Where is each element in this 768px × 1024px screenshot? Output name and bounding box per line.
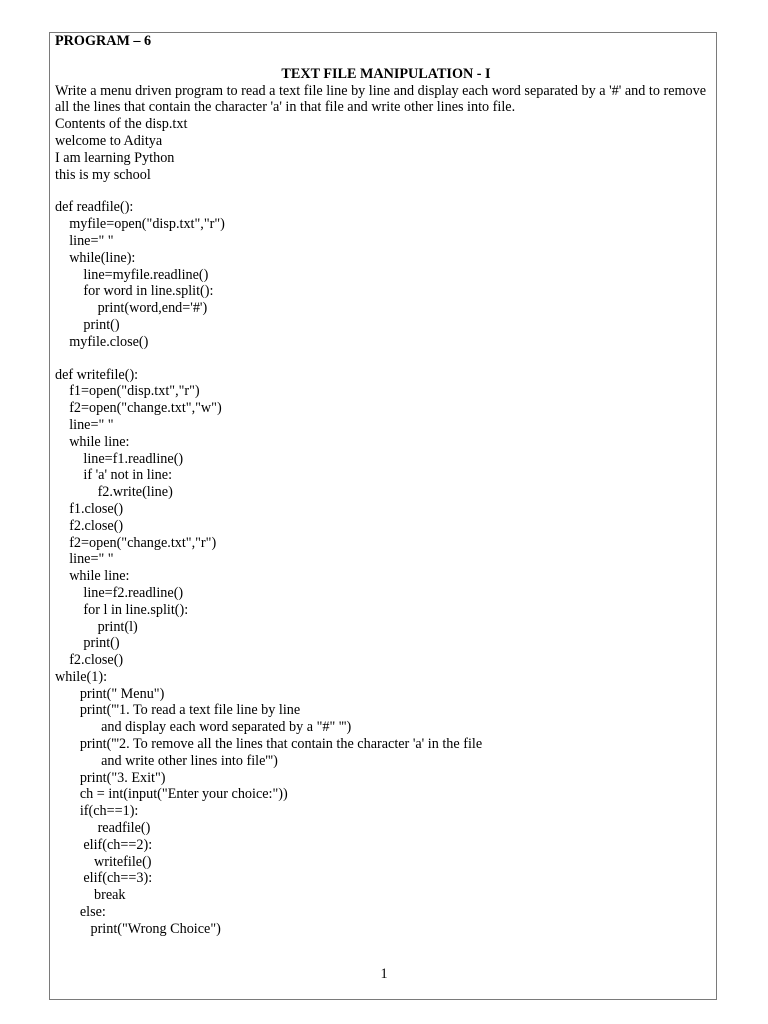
- code-line: while(1):: [55, 668, 108, 685]
- code-block-writefile: [55, 367, 717, 669]
- code-line: print("Wrong Choice"): [55, 920, 221, 937]
- page-number: 1: [380, 966, 388, 982]
- code-line: break: [55, 887, 126, 904]
- code-line: line=" ": [55, 416, 114, 433]
- code-block-main-loop: [55, 669, 717, 938]
- code-line: if(ch==1):: [55, 803, 139, 820]
- text-line: welcome to Aditya: [55, 132, 163, 149]
- code-line: writefile(): [55, 853, 152, 870]
- code-line: f1=open("disp.txt","r"): [55, 383, 200, 400]
- code-line: while line:: [55, 433, 130, 450]
- code-line: f2.close(): [55, 652, 124, 669]
- code-line: for word in line.split():: [55, 283, 214, 300]
- code-line: else:: [55, 904, 106, 921]
- text-line: Contents of the disp.txt: [55, 116, 188, 133]
- code-line: and write other lines into file'''): [55, 752, 278, 769]
- text-line: this is my school: [55, 166, 151, 183]
- code-line: while(line):: [55, 249, 136, 266]
- code-block-readfile: [55, 199, 717, 350]
- code-line: def readfile():: [55, 199, 134, 216]
- file-contents-block: [55, 116, 717, 183]
- code-line: ch = int(input("Enter your choice:")): [55, 786, 288, 803]
- code-line: print(): [55, 316, 120, 333]
- code-line: print(word,end='#'): [55, 300, 208, 317]
- code-line: and display each word separated by a "#" '''): [55, 719, 352, 736]
- code-line: elif(ch==3):: [55, 870, 153, 887]
- code-line: line=f1.readline(): [55, 450, 184, 467]
- code-line: myfile=open("disp.txt","r"): [55, 216, 225, 233]
- code-line: print(" Menu"): [55, 685, 165, 702]
- code-line: line=" ": [55, 551, 114, 568]
- code-line: line=f2.readline(): [55, 584, 184, 601]
- code-line: print('''2. To remove all the lines that contain the character 'a' in the file: [55, 736, 483, 753]
- problem-description: Write a menu driven program to read a text file line by line and display each word separated by a '#' and to remove all the lines that contain the character 'a' in that file and write other lines into file.: [55, 82, 707, 116]
- code-line: line=" ": [55, 232, 114, 249]
- code-line: while line:: [55, 568, 130, 585]
- code-line: print('''1. To read a text file line by line: [55, 702, 301, 719]
- code-line: def writefile():: [55, 366, 139, 383]
- text-line: I am learning Python: [55, 149, 175, 166]
- program-heading: PROGRAM – 6: [55, 33, 152, 49]
- code-line: print(): [55, 635, 120, 652]
- code-line: f1.close(): [55, 500, 124, 517]
- code-line: print(l): [55, 618, 138, 635]
- code-line: print("3. Exit"): [55, 769, 166, 786]
- code-line: f2=open("change.txt","w"): [55, 400, 222, 417]
- document-title: TEXT FILE MANIPULATION - I: [281, 65, 491, 82]
- code-line: f2.close(): [55, 517, 124, 534]
- code-line: readfile(): [55, 820, 151, 837]
- code-line: for l in line.split():: [55, 601, 189, 618]
- code-line: myfile.close(): [55, 333, 149, 350]
- code-line: line=myfile.readline(): [55, 266, 209, 283]
- code-line: f2=open("change.txt","r"): [55, 534, 217, 551]
- code-line: f2.write(line): [55, 484, 173, 501]
- code-line: elif(ch==2):: [55, 836, 153, 853]
- document-body: [55, 33, 717, 938]
- code-line: if 'a' not in line:: [55, 467, 173, 484]
